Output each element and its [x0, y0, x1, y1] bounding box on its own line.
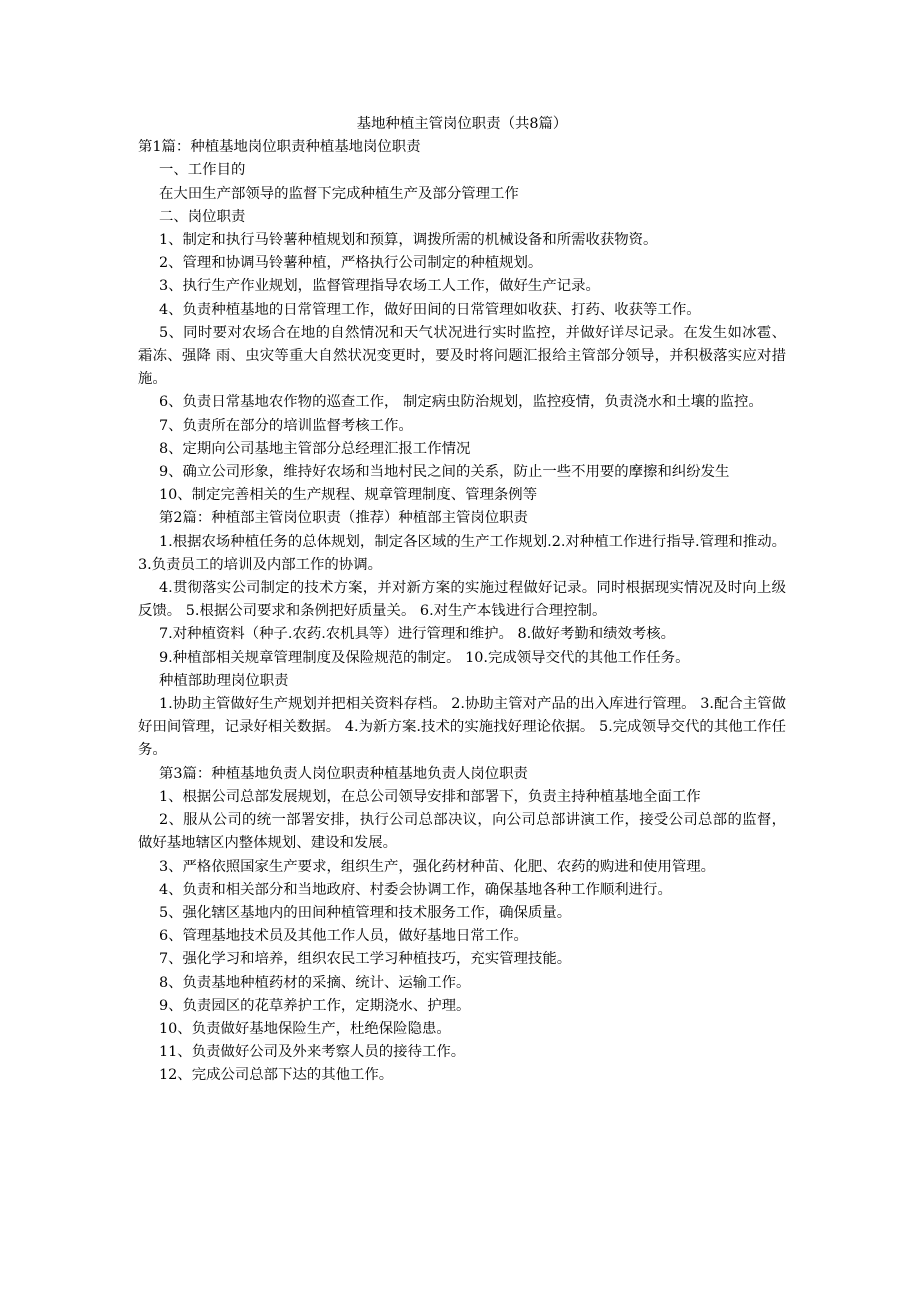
- paragraph: 8、负责基地种植药材的采摘、统计、运输工作。: [159, 974, 471, 991]
- paragraph: 8、定期向公司基地主管部分总经理汇报工作情况: [159, 440, 471, 457]
- paragraph: 7、负责所在部分的培训监督考核工作。: [159, 417, 413, 434]
- paragraph: 1.根据农场种植任务的总体规划，制定各区域的生产工作规划.2.对种植工作进行指导.管理和推动。 3.负责员工的培训及内部工作的协调。: [138, 533, 786, 573]
- paragraph: 2、服从公司的统一部署安排，执行公司总部决议，向公司总部讲演工作，接受公司总部的监督，做好基地辖区内整体规划、建设和发展。: [138, 812, 786, 852]
- paragraph: 7、强化学习和培养，组织农民工学习种植技巧，充实管理技能。: [159, 951, 572, 968]
- paragraph: 9.种植部相关规章管理制度及保险规范的制定。 10.完成领导交代的其他工作任务。: [159, 649, 690, 666]
- paragraph: 6、负责日常基地农作物的巡查工作， 制定病虫防治规划，监控疫情，负责浇水和土壤的监控。: [159, 394, 763, 411]
- paragraph: 10、负责做好基地保险生产，杜绝保险隐患。: [159, 1020, 451, 1037]
- paragraph: 7.对种植资料（种子.农药.农机具等）进行管理和维护。 8.做好考勤和绩效考核。: [159, 626, 676, 643]
- paragraph: 11、负责做好公司及外来考察人员的接待工作。: [159, 1044, 466, 1061]
- paragraph: 9、确立公司形象，维持好农场和当地村民之间的关系，防止一些不用要的摩擦和纠纷发生: [159, 464, 730, 481]
- paragraph: 4、负责种植基地的日常管理工作，做好田间的日常管理如收获、打药、收获等工作。: [159, 301, 701, 318]
- paragraph: 在大田生产部领导的监督下完成种植生产及部分管理工作: [159, 185, 519, 202]
- paragraph: 3、执行生产作业规划，监督管理指导农场工人工作，做好生产记录。: [159, 278, 600, 295]
- paragraph: 4、负责和相关部分和当地政府、村委会协调工作，确保基地各种工作顺利进行。: [159, 881, 672, 898]
- paragraph: 一、工作目的: [159, 162, 246, 179]
- paragraph: 12、完成公司总部下达的其他工作。: [159, 1067, 394, 1084]
- paragraph: 1.协助主管做好生产规划并把相关资料存档。 2.协助主管对产品的出入库进行管理。 3.配合主管做好田间管理，记录好相关数据。 4.为新方案.技术的实施找好理论依据。 5.完成领导交代的其他工作任务。: [138, 696, 786, 759]
- paragraph: 6、管理基地技术员及其他工作人员，做好基地日常工作。: [159, 928, 528, 945]
- paragraph: 种植部助理岗位职责: [159, 672, 289, 689]
- paragraph: 2、管理和协调马铃薯种植，严格执行公司制定的种植规划。: [159, 255, 543, 272]
- paragraph: 第1篇：种植基地岗位职责种植基地岗位职责: [138, 139, 421, 156]
- document-title: 基地种植主管岗位职责（共8篇）: [356, 116, 568, 132]
- document-page: [138, 113, 786, 1088]
- document-body: [138, 136, 786, 1087]
- paragraph: 3、严格依照国家生产要求，组织生产，强化药材种苗、化肥、农药的购进和使用管理。: [159, 858, 716, 875]
- paragraph: 1、根据公司总部发展规划，在总公司领导安排和部署下，负责主持种植基地全面工作: [159, 788, 701, 805]
- paragraph: 第3篇：种植基地负责人岗位职责种植基地负责人岗位职责: [159, 765, 528, 782]
- paragraph: 二、岗位职责: [159, 208, 246, 225]
- paragraph: 9、负责园区的花草养护工作，定期浇水、护理。: [159, 997, 471, 1014]
- paragraph: 4.贯彻落实公司制定的技术方案，并对新方案的实施过程做好记录。同时根据现实情况及时向上级反馈。 5.根据公司要求和条例把好质量关。 6.对生产本钱进行合理控制。: [138, 580, 786, 620]
- paragraph: 1、制定和执行马铃薯种植规划和预算，调拨所需的机械设备和所需收获物资。: [159, 232, 658, 249]
- paragraph: 第2篇：种植部主管岗位职责（推荐）种植部主管岗位职责: [159, 510, 528, 527]
- paragraph: 5、强化辖区基地内的田间种植管理和技术服务工作，确保质量。: [159, 904, 572, 921]
- paragraph: 5、同时要对农场合在地的自然情况和天气状况进行实时监控，并做好详尽记录。在发生如冰雹、霜冻、强降 雨、虫灾等重大自然状况变更时，要及时将问题汇报给主管部分领导，并积极落实应对措施。: [138, 324, 786, 388]
- paragraph: 10、制定完善相关的生产规程、规章管理制度、管理条例等: [159, 487, 538, 504]
